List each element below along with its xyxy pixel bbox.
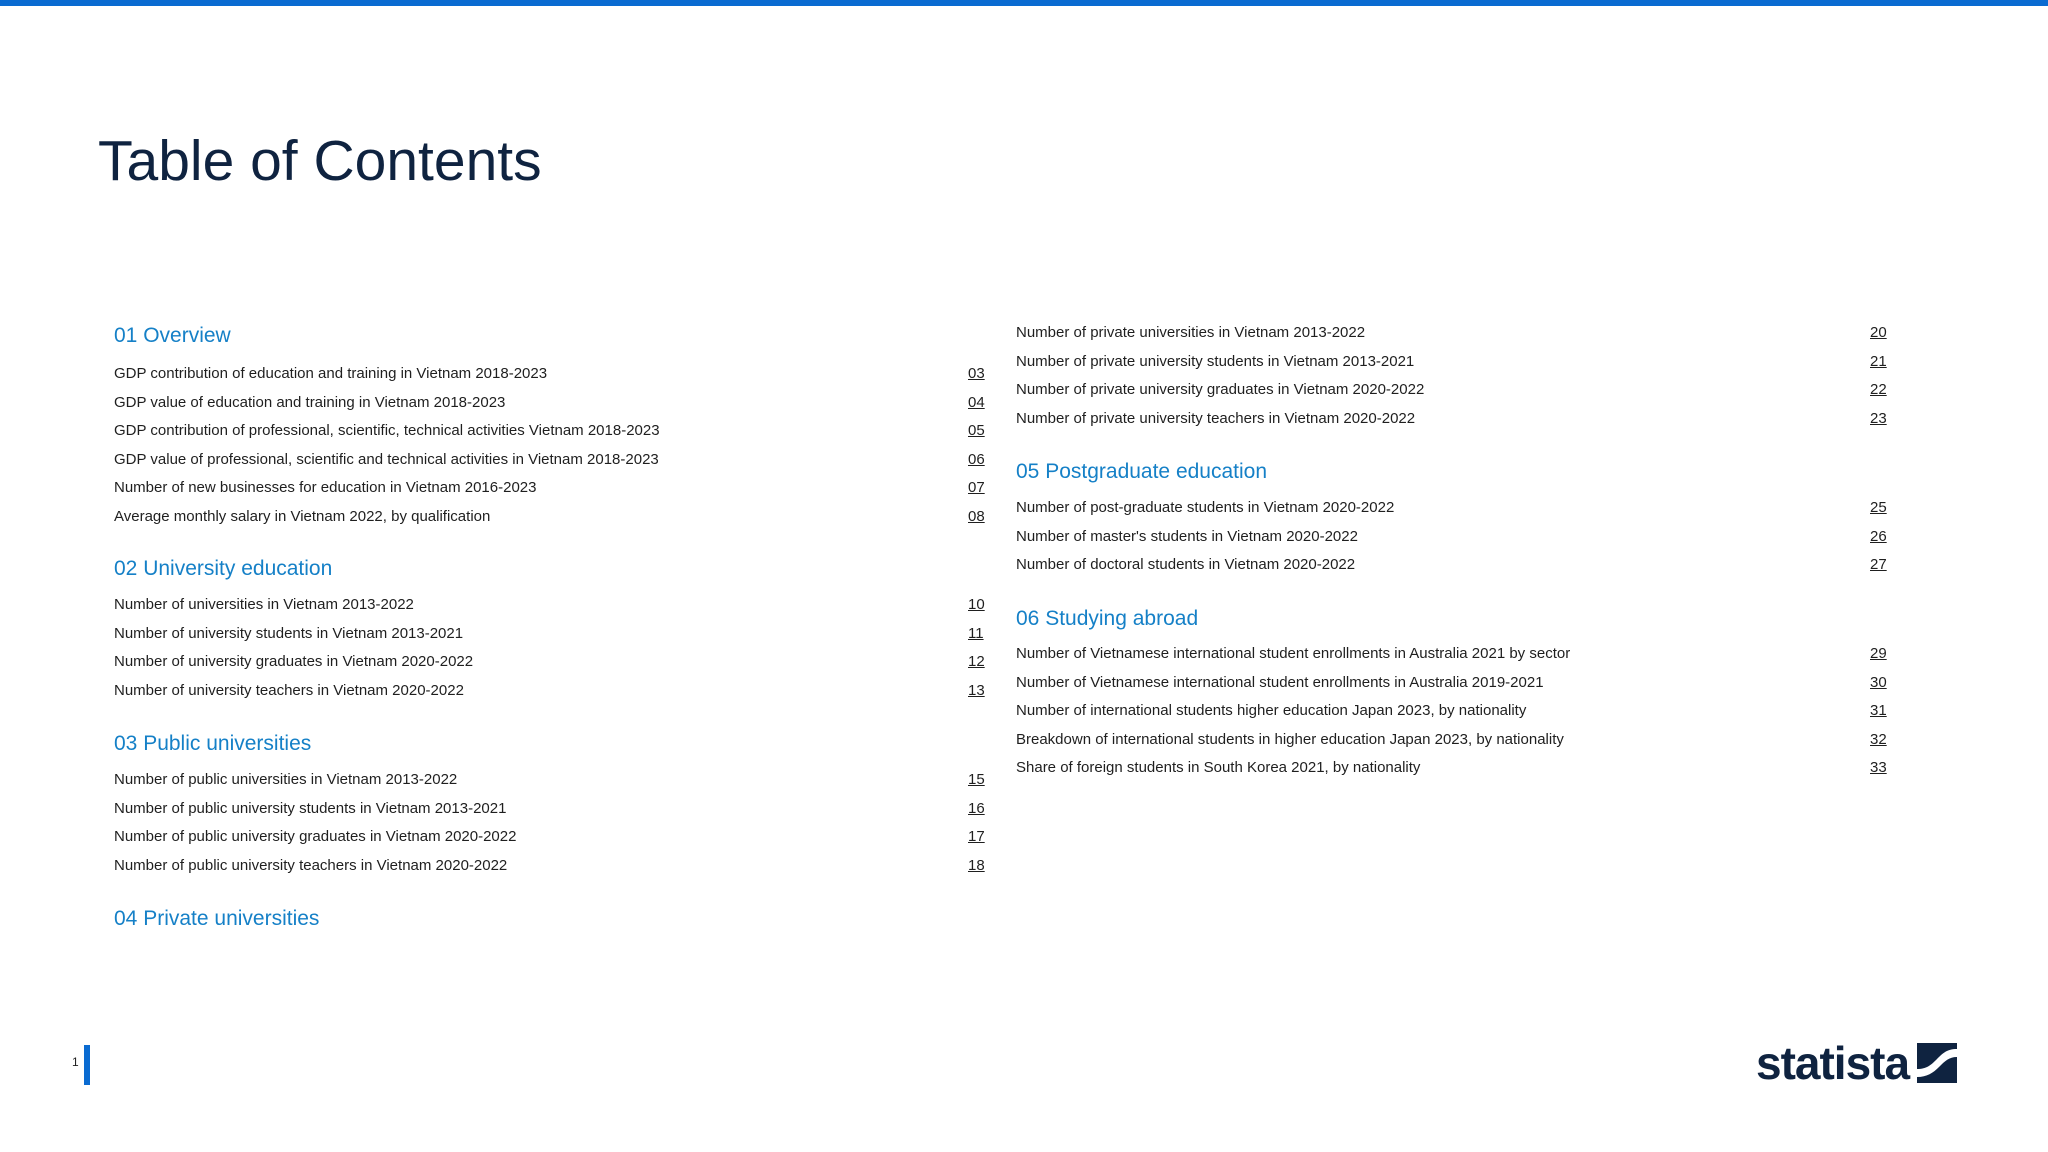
toc-entry-label: Number of public university graduates in Vietnam 2020-2022 <box>114 828 517 846</box>
toc-page-link[interactable]: 33 <box>1870 759 1887 777</box>
statista-logo-icon <box>1917 1043 1957 1083</box>
toc-page-link[interactable]: 29 <box>1870 645 1887 662</box>
toc-page-link[interactable]: 12 <box>968 653 985 671</box>
toc-page-link[interactable]: 08 <box>968 508 985 525</box>
toc-entry-label: Number of university graduates in Vietnam 2020-2022 <box>114 653 474 671</box>
toc-page-link[interactable]: 03 <box>968 365 985 382</box>
page-title: Table of Contents <box>98 129 542 193</box>
toc-entry-label: GDP value of professional, scientific and technical activities in Vietnam 2018-2023 <box>114 450 659 468</box>
toc-page-link[interactable]: 20 <box>1870 324 1887 341</box>
toc-entry[interactable] <box>1016 526 1900 548</box>
toc-entry-label: GDP value of education and training in Vietnam 2018-2023 <box>114 393 506 411</box>
toc-entry-label: Number of private university graduates in Vietnam 2020-2022 <box>1016 381 1425 399</box>
toc-entry[interactable] <box>1016 757 1900 779</box>
toc-entry[interactable] <box>114 594 998 616</box>
toc-entry-label: Number of university students in Vietnam 2013-2021 <box>114 624 464 642</box>
toc-entry-label: Number of public university teachers in Vietnam 2020-2022 <box>114 856 508 874</box>
toc-entry-label: Number of Vietnamese international student enrollments in Australia 2019-2021 <box>1016 673 1544 691</box>
toc-entry[interactable] <box>1016 351 1900 373</box>
toc-entry-label: Number of private universities in Vietnam 2013-2022 <box>1016 324 1366 341</box>
toc-entry[interactable] <box>114 798 998 820</box>
toc-entry-label: Number of Vietnamese international student enrollments in Australia 2021 by sector <box>1016 645 1571 662</box>
toc-page-link[interactable]: 15 <box>968 771 985 788</box>
toc-entry[interactable] <box>114 420 998 442</box>
section-heading: 04 Private universities <box>114 907 320 930</box>
toc-page-link[interactable]: 16 <box>968 799 985 817</box>
toc-entry-label: Number of master's students in Vietnam 2020-2022 <box>1016 527 1358 545</box>
toc-entry[interactable] <box>114 392 998 414</box>
toc-entry[interactable] <box>114 363 998 385</box>
toc-page-link[interactable]: 17 <box>968 828 985 846</box>
toc-entry[interactable] <box>114 855 998 877</box>
toc-entry-label: Share of foreign students in South Korea 2021, by nationality <box>1016 759 1421 777</box>
footer-accent-marker <box>84 1045 90 1085</box>
statista-logo <box>1756 1037 1957 1089</box>
footer-page-number: 1 <box>72 1055 79 1069</box>
toc-entry[interactable] <box>1016 322 1900 344</box>
section-heading: 05 Postgraduate education <box>1016 460 1268 483</box>
toc-entry[interactable] <box>1016 700 1900 722</box>
toc-page-link[interactable]: 13 <box>968 681 985 699</box>
toc-entry[interactable] <box>114 623 998 645</box>
toc-entry-label: Average monthly salary in Vietnam 2022, by qualification <box>114 508 491 525</box>
toc-entry-label: Number of international students higher education Japan 2023, by nationality <box>1016 702 1527 720</box>
toc-entry[interactable] <box>1016 408 1900 430</box>
toc-page-link[interactable]: 21 <box>1870 352 1887 370</box>
toc-entry[interactable] <box>114 769 998 791</box>
toc-page-link[interactable]: 22 <box>1870 381 1887 399</box>
toc-entry-label: Number of post-graduate students in Vietnam 2020-2022 <box>1016 499 1395 516</box>
toc-entry[interactable] <box>1016 643 1900 665</box>
toc-page-link[interactable]: 05 <box>968 422 985 440</box>
section-heading: 02 University education <box>114 557 333 580</box>
toc-page-link[interactable]: 10 <box>968 596 985 613</box>
toc-entry[interactable] <box>1016 497 1900 519</box>
toc-page-link[interactable]: 23 <box>1870 409 1887 427</box>
logo-wordmark: statista <box>1756 1037 1910 1089</box>
toc-page-link[interactable]: 25 <box>1870 499 1887 516</box>
toc-entry-label: Number of universities in Vietnam 2013-2022 <box>114 596 414 613</box>
toc-page-link[interactable]: 26 <box>1870 527 1887 545</box>
toc-entry[interactable] <box>1016 729 1900 751</box>
toc-entry[interactable] <box>114 651 998 673</box>
toc-page-link[interactable]: 07 <box>968 479 985 497</box>
toc-page-link[interactable]: 06 <box>968 450 985 468</box>
toc-entry-label: Number of public universities in Vietnam 2013-2022 <box>114 771 458 788</box>
toc-entry[interactable] <box>1016 672 1900 694</box>
toc-entry-label: GDP contribution of education and training in Vietnam 2018-2023 <box>114 365 548 382</box>
toc-entry-label: Breakdown of international students in higher education Japan 2023, by nationality <box>1016 730 1564 748</box>
toc-page-link[interactable]: 04 <box>968 393 985 411</box>
toc-entry[interactable] <box>114 477 998 499</box>
section-heading: 06 Studying abroad <box>1016 607 1199 630</box>
top-accent-bar <box>0 0 2048 6</box>
toc-entry-label: Number of public university students in Vietnam 2013-2021 <box>114 799 507 817</box>
toc-page-link[interactable]: 11 <box>968 624 984 642</box>
toc-entry-label: GDP contribution of professional, scientific, technical activities Vietnam 2018-2023 <box>114 422 660 440</box>
toc-page-link[interactable]: 30 <box>1870 673 1887 691</box>
toc-entry[interactable] <box>1016 379 1900 401</box>
toc-entry-label: Number of university teachers in Vietnam 2020-2022 <box>114 681 464 699</box>
toc-entry-label: Number of private university teachers in Vietnam 2020-2022 <box>1016 409 1416 427</box>
toc-entry-label: Number of new businesses for education in Vietnam 2016-2023 <box>114 479 537 497</box>
toc-page-link[interactable]: 32 <box>1870 730 1887 748</box>
toc-entry-label: Number of private university students in Vietnam 2013-2021 <box>1016 352 1415 370</box>
section-heading: 03 Public universities <box>114 732 312 755</box>
toc-page-link[interactable]: 18 <box>968 856 985 874</box>
toc-entry[interactable] <box>114 506 998 528</box>
toc-entry[interactable] <box>1016 554 1900 576</box>
toc-entry[interactable] <box>114 826 998 848</box>
toc-entry-label: Number of doctoral students in Vietnam 2020-2022 <box>1016 556 1356 574</box>
toc-page-link[interactable]: 31 <box>1870 702 1887 720</box>
toc-entry[interactable] <box>114 449 998 471</box>
toc-entry[interactable] <box>114 680 998 702</box>
toc-page-link[interactable]: 27 <box>1870 556 1887 574</box>
section-heading: 01 Overview <box>114 324 231 347</box>
